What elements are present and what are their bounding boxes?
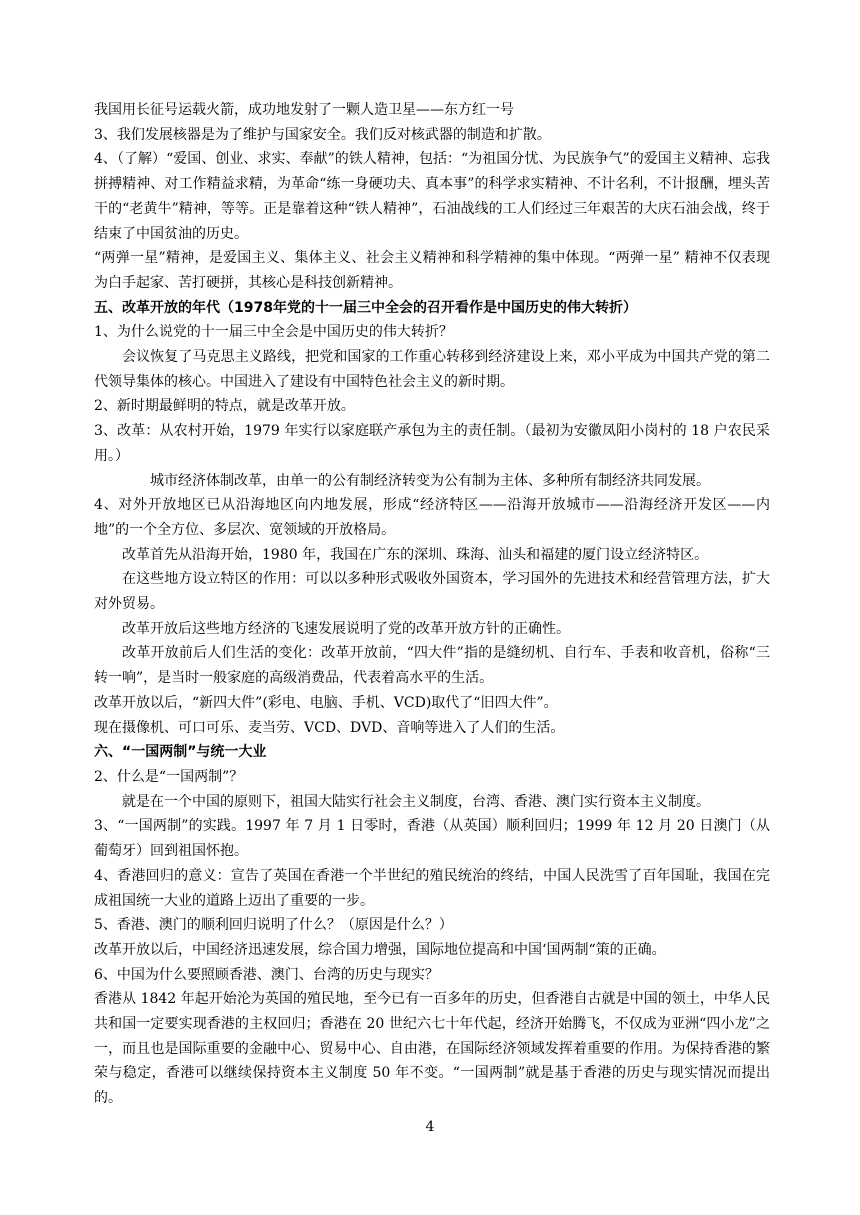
paragraph-25: 6、中国为什么要照顾香港、澳门、台湾的历史与现实？ [94, 966, 439, 983]
paragraph-24: 改革开放以后，中国经济迅速发展，综合国力增强，国际地位提高和中国‘国两制“策的正确。 [94, 941, 666, 958]
paragraph-11: 4、对外开放地区已从沿海地区向内地发展，形成“经济特区——沿海开放城市——沿海经济开发区——内地”的一个全方位、多层次、宽领域的开放格局。 [94, 497, 770, 538]
paragraph-13: 在这些地方设立特区的作用：可以以多种形式吸收外国资本，学习国外的先进技术和经营管理方法，扩大对外贸易。 [94, 571, 770, 613]
paragraph-15: 改革开放前后人们生活的变化：改革开放前，“四大件”指的是缝纫机、自行车、手表和收音机，俗称“三转一响”，是当时一般家庭的高级消费品，代表着高水平的生活。 [94, 645, 770, 687]
paragraph-10: 城市经济体制改革，由单一的公有制经济转变为公有制为主体、多种所有制经济共同发展。 [150, 472, 710, 489]
paragraph-23: 5、香港、澳门的顺利回归说明了什么？（原因是什么？） [94, 917, 453, 934]
paragraph-7: 会议恢复了马克思主义路线，把党和国家的工作重心转移到经济建设上来，邓小平成为中国共产党的第二代领导集体的核心。中国进入了建设有中国特色社会主义的新时期。 [94, 349, 770, 390]
paragraph-16: 改革开放以后，“新四大件”(彩电、电脑、手机、VCD)取代了“旧四大件”。 [94, 694, 558, 711]
paragraph-26: 香港从 1842 年起开始沦为英国的殖民地，至今已有一百多年的历史，但香港自古就是中国的领土，中华人民共和国一定要实现香港的主权回归；香港在 20 世纪六七十年代起，经济开始腾飞，不仅成为亚洲“四小龙”之一，而且也是国际重要的金融中心、贸易中心、自由港，在国际经济领域发挥着重要的作用。为保持香港的繁荣与稳定，香港可以继续保持资本主义制度 50 年不变。“一国两制”就是基于香港的历史与现实情况而提出的。 [94, 991, 770, 1107]
page-number: 4 [425, 1119, 435, 1135]
paragraph-3: 4、（了解）“爱国、创业、求实、奉献”的铁人精神，包括：“为祖国分忧、为民族争气”的爱国主义精神、忘我拼搏精神、对工作精益求精，为革命“练一身硬功夫、真本事”的科学求实精神、不计名利，不计报酬，埋头苦干的“老黄牛”精神，等等。正是靠着这种“铁人精神”，石油战线的工人们经过三年艰苦的大庆石油会战，终于结束了中国贫油的历史。 [94, 151, 770, 242]
paragraph-22: 4、香港回归的意义：宣告了英国在香港一个半世纪的殖民统治的终结，中国人民洗雪了百年国耻，我国在完成祖国统一大业的道路上迈出了重要的一步。 [94, 867, 770, 909]
paragraph-8: 2、新时期最鲜明的特点，就是改革开放。 [94, 398, 355, 415]
paragraph-12: 改革首先从沿海开始，1980 年，我国在广东的深圳、珠海、汕头和福建的厦门设立经济特区。 [122, 546, 709, 563]
paragraph-6: 1、为什么说党的十一届三中全会是中国历史的伟大转折？ [94, 324, 453, 341]
paragraph-4: “两弹一星”精神，是爱国主义、集体主义、社会主义精神和科学精神的集中体现。“两弹一星” 精神不仅表现为白手起家、苦打硬拼，其核心是科技创新精神。 [94, 250, 770, 291]
paragraph-1: 我国用长征号运载火箭，成功地发射了一颗人造卫星——东方红一号 [94, 102, 514, 118]
paragraph-20: 就是在一个中国的原则下，祖国大陆实行社会主义制度，台湾、香港、澳门实行资本主义制度。 [122, 793, 710, 810]
section-heading-6: 六、“一国两制”与统一大业 [94, 744, 267, 761]
paragraph-19: 2、什么是“一国两制”？ [94, 768, 244, 785]
paragraph-21: 3、“一国两制”的实践。1997 年 7 月 1 日零时，香港（从英国）顺利回归；1999 年 12 月 20 日澳门（从葡萄牙）回到祖国怀抱。 [94, 818, 770, 860]
paragraph-9: 3、改革：从农村开始，1979 年实行以家庭联产承包为主的责任制。（最初为安徽凤阳小岗村的 18 户农民采用。） [94, 423, 770, 464]
paragraph-2: 3、我们发展核器是为了维护与国家安全。我们反对核武器的制造和扩散。 [94, 126, 551, 143]
paragraph-17: 现在摄像机、可口可乐、麦当劳、VCD、DVD、音响等进入了人们的生活。 [94, 719, 565, 736]
section-heading-5: 五、改革开放的年代（1978年党的十一届三中全会的召开看作是中国历史的伟大转折） [94, 299, 637, 316]
paragraph-14: 改革开放后这些地方经济的飞速发展说明了党的改革开放方针的正确性。 [122, 620, 570, 637]
document-body [94, 98, 770, 1111]
